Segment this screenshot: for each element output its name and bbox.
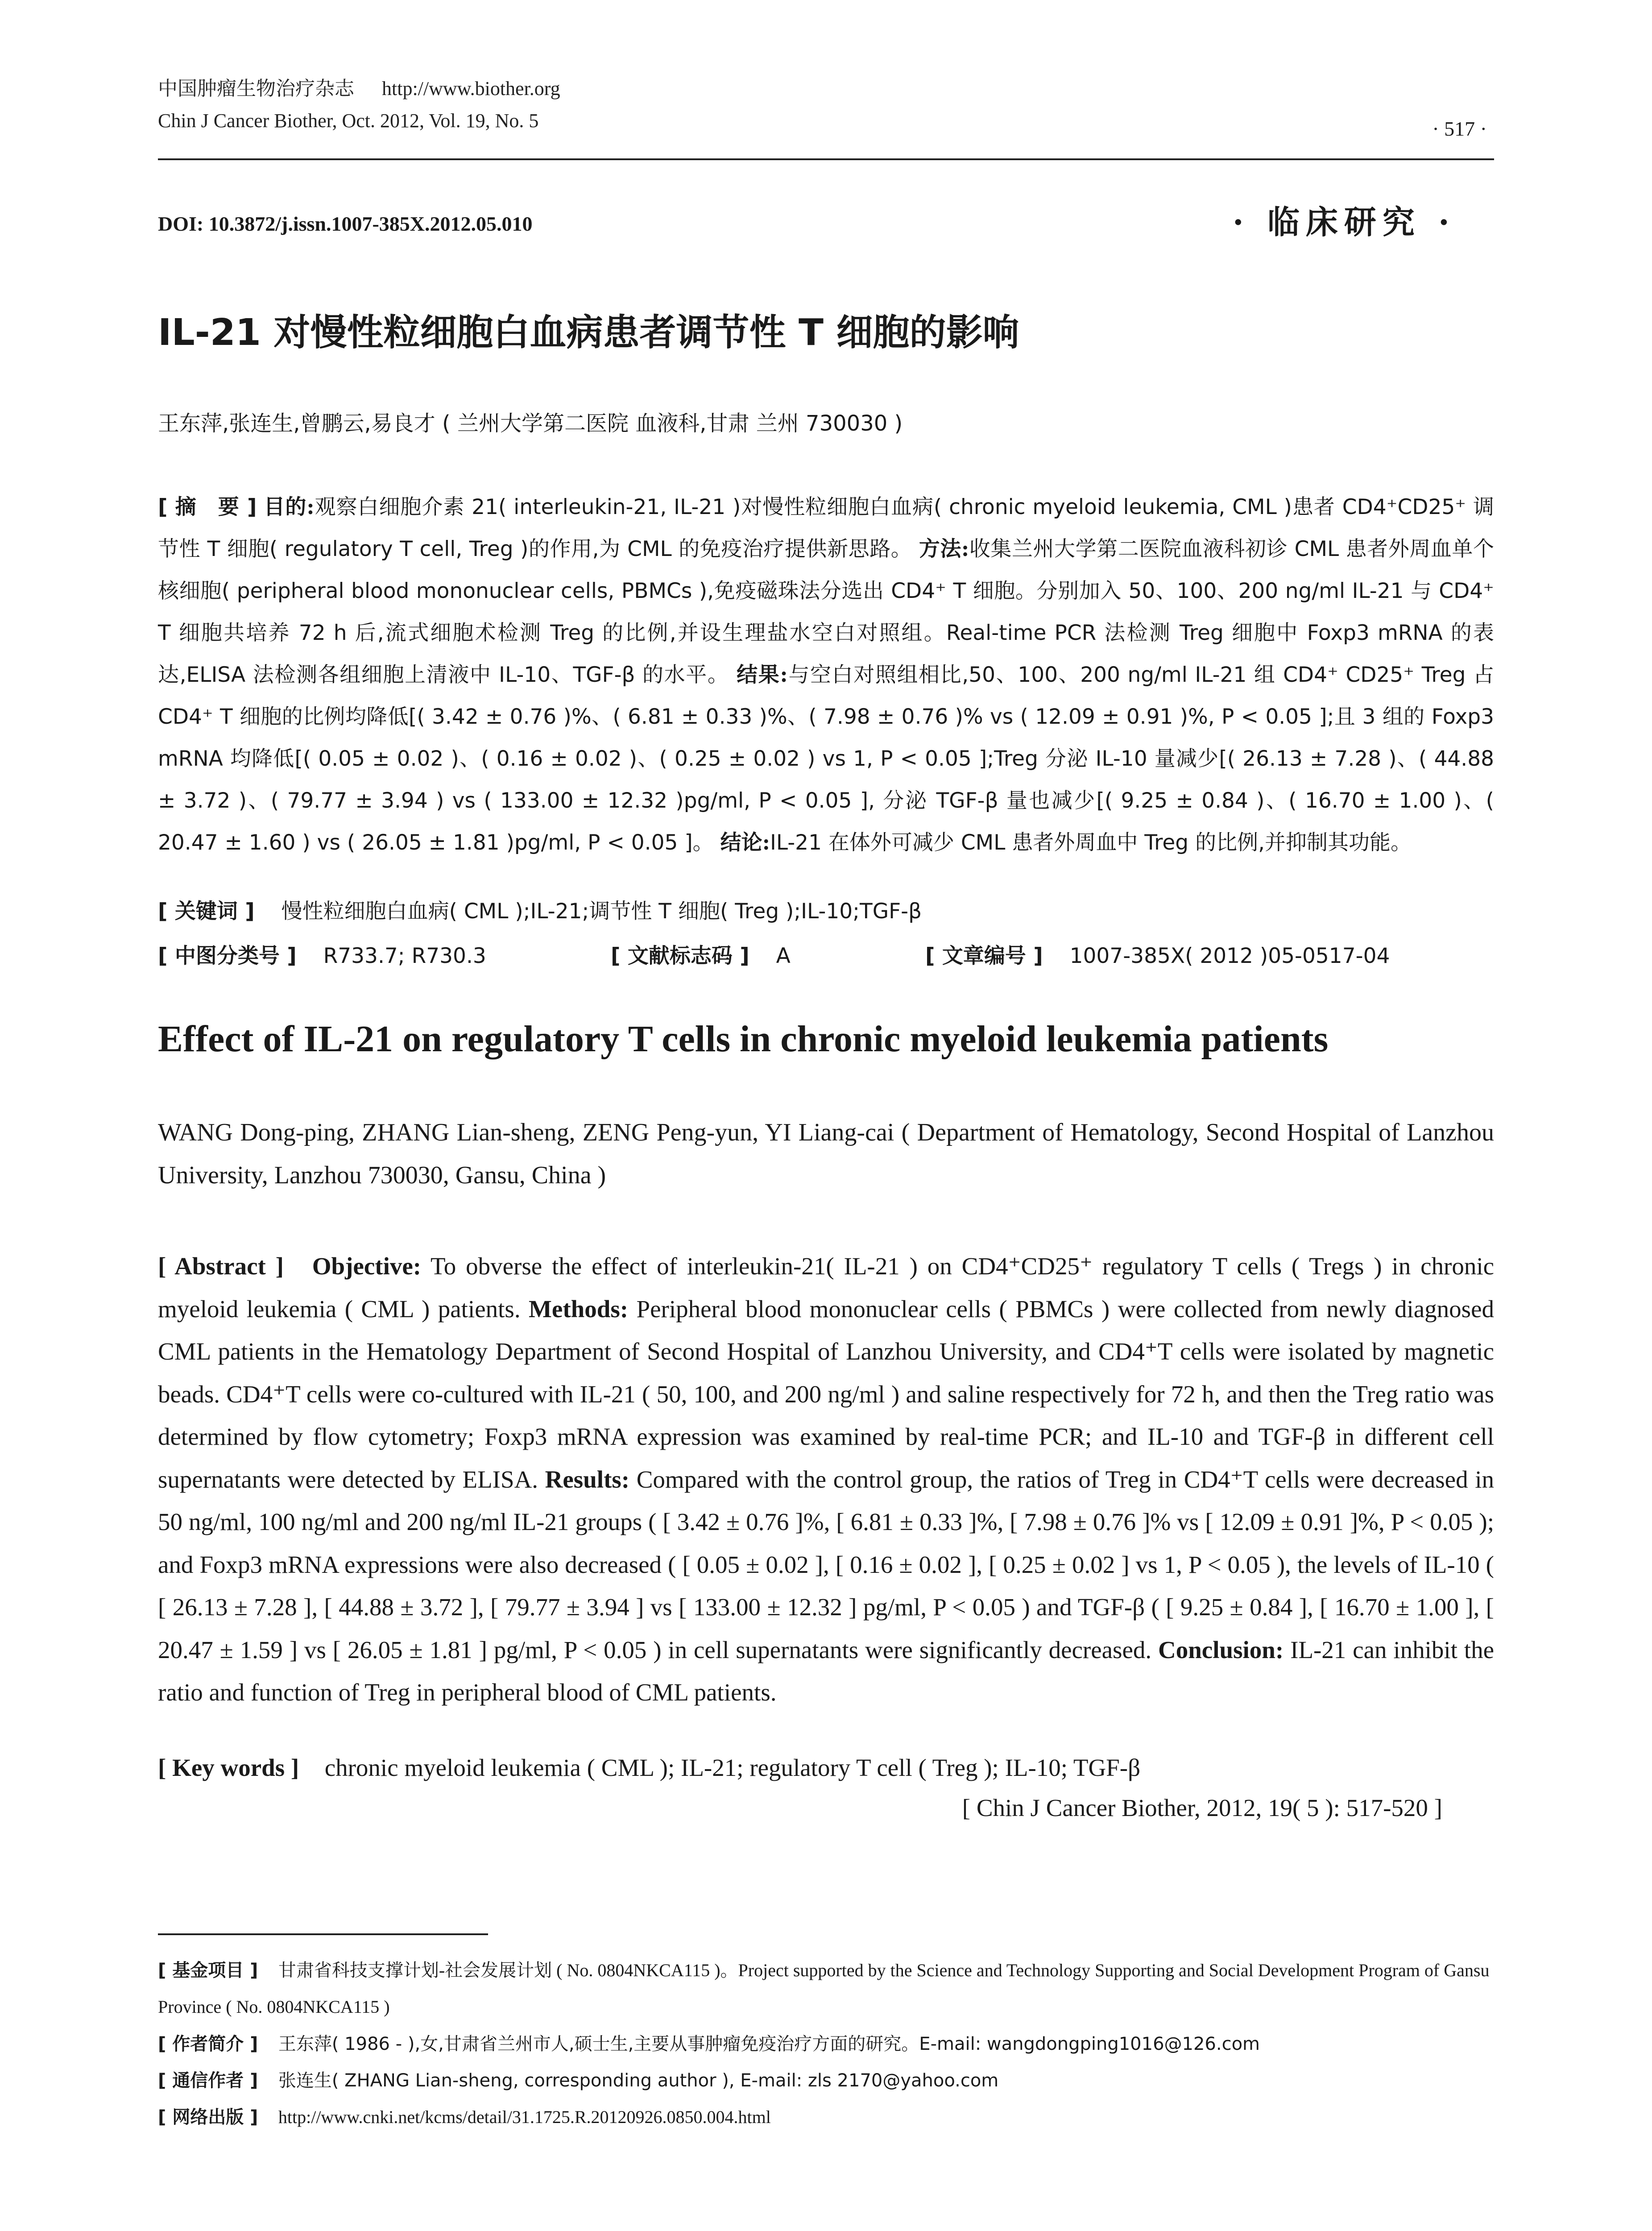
- results-label-cn: 结果:: [737, 663, 788, 687]
- results-en: Compared with the control group, the ratios of Treg in CD4⁺T cells were decreased in 50 ng/ml, 100 ng/ml and 200 ng/ml IL-21 groups ( [ 3.42 ± 0.76 ]%, [ 6.81 ± 0.33 ]%, [ 7.98 ± 0.76 ]% vs [ 12.09 ± 0.91 ]%, P < 0.05 ); and Foxp3 mRNA expressions were also decreased ( [ 0.05 ± 0.02 ], [ 0.16 ± 0.02 ], [ 0.25 ± 0.02 ] vs 1, P < 0.05 ), the levels of IL-10 ( [ 26.13 ± 7.28 ], [ 44.88 ± 3.72 ], [ 79.77 ± 3.94 ] vs [ 133.00 ± 12.32 ] pg/ml, P < 0.05 ) and TGF-β ( [ 9.25 ± 0.84 ], [ 16.70 ± 1.00 ], [ 20.47 ± 1.59 ] vs [ 26.05 ± 1.81 ] pg/ml, P < 0.05 ) in cell supernatants were significantly decreased.: [158, 1465, 1494, 1663]
- objective-en: To obverse the effect of interleukin-21( IL-21 ) on CD4⁺CD25⁺ regulatory T cells ( Tregs ) in chronic myeloid leukemia ( CML ) patients.: [158, 1252, 1495, 1323]
- author-text: 王东萍( 1986 - ),女,甘肃省兰州市人,硕士生,主要从事肿瘤免疫治疗方面的研究。E-mail: wangdongping1016@126.com: [278, 2034, 1260, 2054]
- article-title-en: Effect of IL-21 on regulatory T cells in chronic myeloid leukemia patients: [158, 1018, 1329, 1060]
- online-url[interactable]: http://www.cnki.net/kcms/detail/31.1725.R.20120926.0850.004.html: [278, 2107, 771, 2127]
- clc-code: R733.7; R730.3: [323, 944, 486, 968]
- doc-code: A: [776, 944, 791, 968]
- conclusion-en: IL-21 can inhibit the ratio and function of Treg in peripheral blood of CML patients.: [158, 1636, 1495, 1706]
- conclusion-label-en: Conclusion:: [1158, 1636, 1284, 1663]
- article-title-cn: IL-21 对慢性粒细胞白血病患者调节性 T 细胞的影响: [158, 311, 1019, 354]
- objective-label-cn: 目的:: [264, 495, 315, 519]
- footnote-corresponding: [158, 2062, 1494, 2099]
- abstract-cn: [158, 486, 1494, 864]
- authors-en: WANG Dong-ping, ZHANG Lian-sheng, ZENG Peng-yun, YI Liang-cai ( Department of Hematology, Second Hospital of Lanzhou University, Lanzhou 730030, Gansu, China ): [158, 1119, 1494, 1189]
- keywords-cn: [158, 895, 922, 925]
- methods-label-en: Methods:: [529, 1295, 629, 1323]
- footnote-author: [158, 2026, 1494, 2062]
- corr-tag: [ 通信作者 ]: [158, 2070, 258, 2091]
- clc-tag: [ 中图分类号 ]: [158, 944, 297, 968]
- corr-text: 张连生( ZHANG Lian-sheng, corresponding author ), E-mail: zls 2170@yahoo.com: [278, 2070, 999, 2091]
- footnote-rule: [158, 1933, 488, 1935]
- authors-cn: 王东萍,张连生,曾鹏云,易良才 ( 兰州大学第二医院 血液科,甘肃 兰州 730030 ): [158, 411, 903, 436]
- article-no: 1007-385X( 2012 )05-0517-04: [1069, 944, 1390, 968]
- conclusion-label-cn: 结论:: [720, 830, 770, 855]
- doc-code-block: [611, 939, 791, 969]
- footnote-online: [158, 2099, 1494, 2136]
- keywords-cn-text: 慢性粒细胞白血病( CML );IL-21;调节性 T 细胞( Treg );IL-10;TGF-β: [281, 899, 922, 924]
- abstract-en: [158, 1245, 1494, 1714]
- fund-text: 甘肃省科技支撑计划-社会发展计划 ( No. 0804NKCA115 )。Project supported by the Science and Technology Supporting and Social Development Program of Gansu Province ( No. 0804NKCA115 ): [158, 1960, 1490, 2017]
- conclusion-cn: IL-21 在体外可减少 CML 患者外周血中 Treg 的比例,并抑制其功能。: [770, 830, 1412, 855]
- journal-name-cn: 中国肿瘤生物治疗杂志: [158, 78, 354, 100]
- objective-label-en: Objective:: [312, 1252, 422, 1280]
- article-no-block: [925, 939, 1390, 969]
- objective-cn: 观察白细胞介素 21( interleukin-21, IL-21 )对慢性粒细胞白血病( chronic myeloid leukemia, CML )患者 CD4⁺CD25⁺ 调节性 T 细胞( regulatory T cell, Treg )的作用,为 CML 的免疫治疗提供新思路。: [158, 495, 1494, 561]
- doi[interactable]: DOI: 10.3872/j.issn.1007-385X.2012.05.010: [158, 212, 533, 235]
- methods-en: Peripheral blood mononuclear cells ( PBMCs ) were collected from newly diagnosed CML patients in the Hematology Department of Second Hospital of Lanzhou University, and CD4⁺T cells were isolated by magnetic beads. CD4⁺T cells were co-cultured with IL-21 ( 50, 100, and 200 ng/ml ) and saline respectively for 72 h, and then the Treg ratio was determined by flow cytometry; Foxp3 mRNA expression was examined by real-time PCR; and IL-10 and TGF-β in different cell supernatants were detected by ELISA.: [158, 1295, 1494, 1493]
- classification-row: [158, 939, 1494, 966]
- footnote-fund: [158, 1952, 1494, 2025]
- journal-url[interactable]: http://www.biother.org: [382, 78, 560, 100]
- clc-block: [158, 939, 486, 969]
- methods-label-cn: 方法:: [919, 537, 969, 561]
- doc-code-tag: [ 文献标志码 ]: [611, 944, 749, 968]
- results-cn: 与空白对照组相比,50、100、200 ng/ml IL-21 组 CD4⁺ CD25⁺ Treg 占 CD4⁺ T 细胞的比例均降低[( 3.42 ± 0.76 )%、( 6.81 ± 0.33 )%、( 7.98 ± 0.76 )% vs ( 12.09 ± 0.91 )%, P < 0.05 ];且 3 组的 Foxp3 mRNA 均降低[( 0.05 ± 0.02 )、( 0.16 ± 0.02 )、( 0.25 ± 0.02 ) vs 1, P < 0.05 ];Treg 分泌 IL-10 量减少[( 26.13 ± 7.28 )、( 44.88 ± 3.72 )、( 79.77 ± 3.94 ) vs ( 133.00 ± 12.32 )pg/ml, P < 0.05 ], 分泌 TGF-β 量也减少[( 9.25 ± 0.84 )、( 16.70 ± 1.00 )、( 20.47 ± 1.60 ) vs ( 26.05 ± 1.81 )pg/ml, P < 0.05 ]。: [158, 663, 1494, 855]
- results-label-en: Results:: [545, 1465, 630, 1493]
- running-header-cn: [158, 72, 560, 101]
- page-number: · 517 ·: [1432, 117, 1487, 140]
- column-label: · 临床研究 ·: [1232, 203, 1456, 241]
- article-no-tag: [ 文章编号 ]: [925, 944, 1043, 968]
- online-tag: [ 网络出版 ]: [158, 2107, 258, 2127]
- keywords-en-text: chronic myeloid leukemia ( CML ); IL-21; regulatory T cell ( Treg ); IL-10; TGF-β: [324, 1754, 1141, 1781]
- author-tag: [ 作者简介 ]: [158, 2034, 258, 2054]
- journal-name-en: Chin J Cancer Biother, Oct. 2012, Vol. 19, No. 5: [158, 110, 539, 132]
- keywords-en: [158, 1754, 1140, 1782]
- citation: [ Chin J Cancer Biother, 2012, 19( 5 ): 517-520 ]: [962, 1794, 1442, 1821]
- keywords-cn-tag: [ 关键词 ]: [158, 899, 255, 924]
- abstract-en-tag: [ Abstract ]: [158, 1252, 284, 1280]
- abstract-cn-tag: [ 摘 要 ]: [158, 495, 257, 519]
- methods-cn: 收集兰州大学第二医院血液科初诊 CML 患者外周血单个核细胞( peripheral blood mononuclear cells, PBMCs ),免疫磁珠法分选出 CD4⁺ T 细胞。分别加入 50、100、200 ng/ml IL-21 与 CD4⁺ T 细胞共培养 72 h 后,流式细胞术检测 Treg 的比例,并设生理盐水空白对照组。Real-time PCR 法检测 Treg 细胞中 Foxp3 mRNA 的表达,ELISA 法检测各组细胞上清液中 IL-10、TGF-β 的水平。: [158, 537, 1494, 687]
- header-rule: [158, 158, 1494, 160]
- keywords-en-tag: [ Key words ]: [158, 1754, 299, 1781]
- fund-tag: [ 基金项目 ]: [158, 1960, 258, 1981]
